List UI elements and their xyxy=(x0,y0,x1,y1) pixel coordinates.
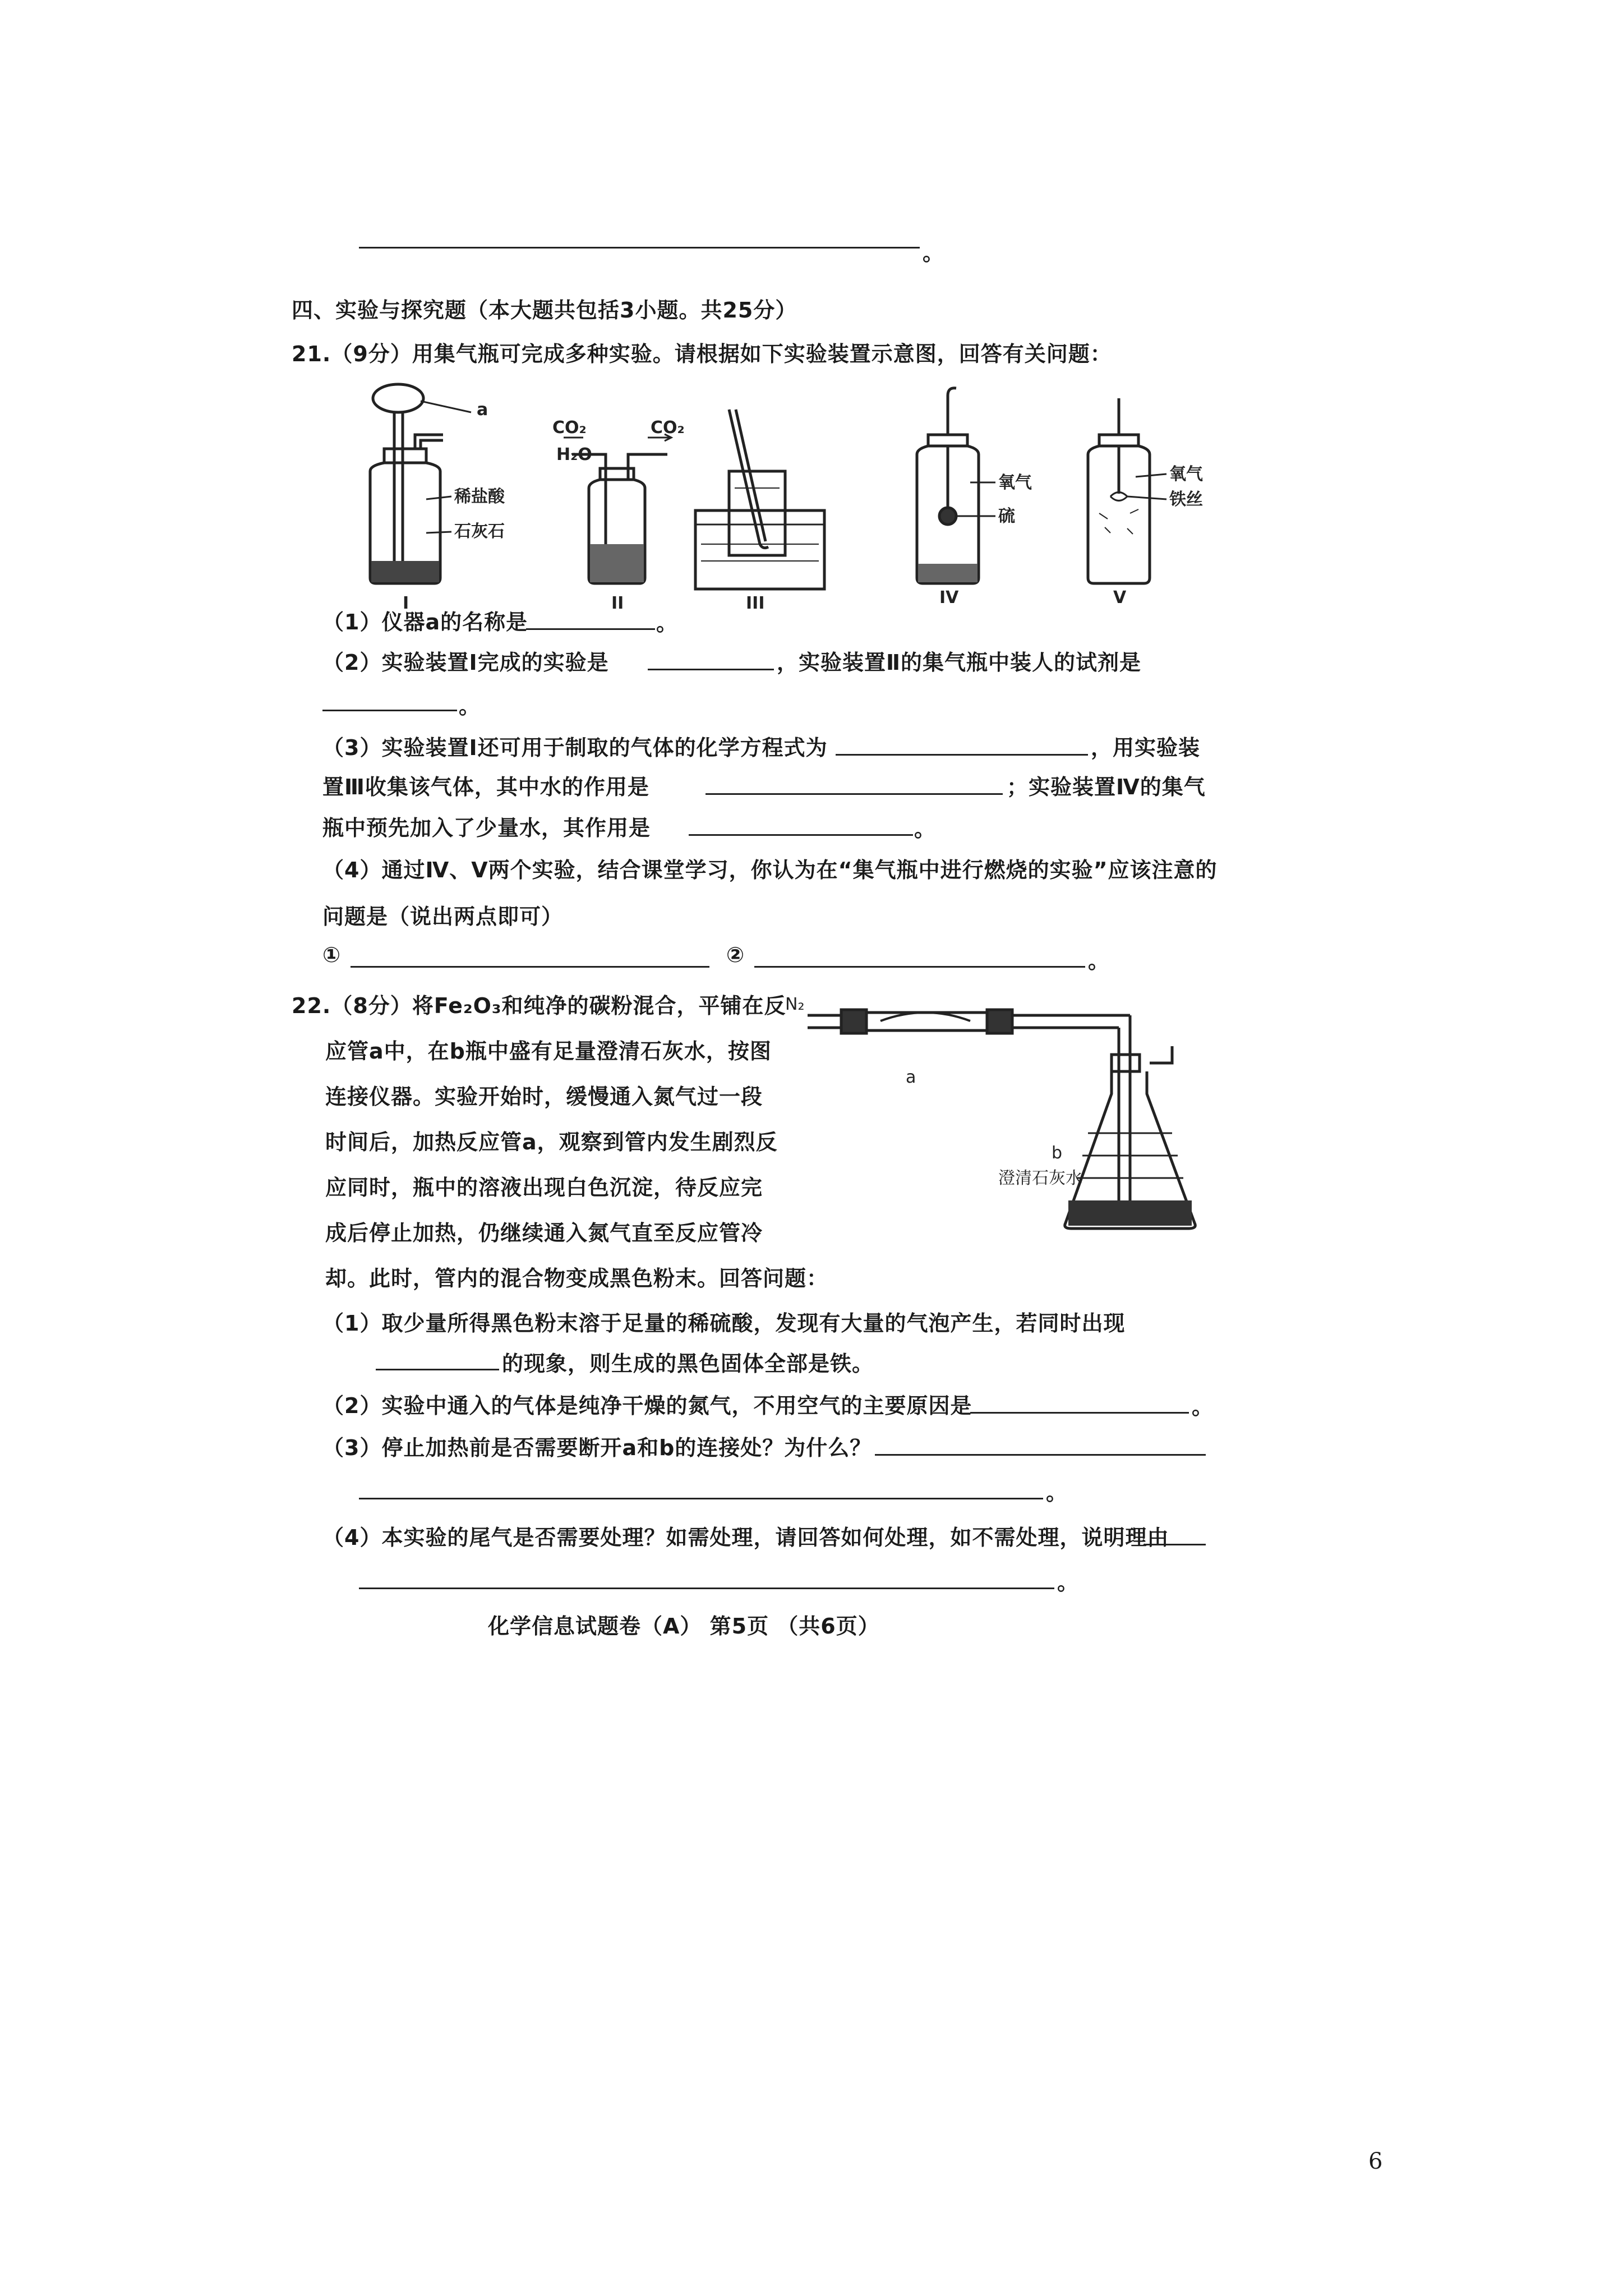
question-22-stem-3: 连接仪器。实验开始时，缓慢通入氮气过一段 xyxy=(325,1084,763,1109)
apparatus-5 xyxy=(1088,398,1166,583)
reaction-apparatus-figure xyxy=(785,987,1223,1245)
q21-blank-4b[interactable] xyxy=(754,966,1085,968)
label-n2: N₂ xyxy=(785,995,805,1014)
question-22-stem-1: 22.（8分）将Fe₂O₃和纯净的碳粉混合，平铺在反 xyxy=(292,993,786,1018)
q22-blank-3b[interactable] xyxy=(359,1498,1043,1499)
q21-blank-3a[interactable] xyxy=(836,754,1088,756)
question-22-stem-2: 应管a中，在b瓶中盛有足量澄清石灰水，按图 xyxy=(325,1039,772,1064)
answer-blank xyxy=(359,247,920,249)
punctuation: 。 xyxy=(1046,1480,1068,1505)
q22-part1-cont: 的现象，则生成的黑色固体全部是铁。 xyxy=(502,1351,874,1376)
q22-blank-2[interactable] xyxy=(970,1412,1189,1414)
label-a: a xyxy=(477,400,488,420)
q21-part3-line3: 瓶中预先加入了少量水，其作用是 xyxy=(322,816,651,840)
q21-part3-line2-cont: ；实验装置Ⅳ的集气 xyxy=(1007,775,1206,799)
question-22-stem-7: 却。此时，管内的混合物变成黑色粉末。回答问题： xyxy=(325,1266,829,1291)
label-oxygen-iv: 氧气 xyxy=(998,473,1032,493)
q21-blank-2b[interactable] xyxy=(322,710,457,711)
q22-blank-4a[interactable] xyxy=(1144,1544,1206,1545)
label-bottle-b: b xyxy=(1052,1143,1063,1163)
label-I: I xyxy=(403,593,409,613)
page-footer: 化学信息试题卷（A） 第5页 （共6页） xyxy=(488,1614,880,1639)
q22-part1: （1）取少量所得黑色粉末溶于足量的稀硫酸，发现有大量的气泡产生，若同时出现 xyxy=(322,1311,1126,1336)
q21-part4-num1: ① xyxy=(322,942,342,967)
q21-blank-1[interactable] xyxy=(526,628,655,630)
punctuation: 。 xyxy=(1088,949,1110,973)
label-III: III xyxy=(746,593,765,613)
page-number: 6 xyxy=(1368,2148,1383,2174)
q22-blank-3a[interactable] xyxy=(875,1454,1206,1456)
label-V: V xyxy=(1113,588,1127,608)
q22-blank-4b[interactable] xyxy=(359,1588,1054,1589)
q21-blank-4a[interactable] xyxy=(351,966,709,968)
q22-part3: （3）停止加热前是否需要断开a和b的连接处？为什么？ xyxy=(322,1435,872,1460)
punctuation: 。 xyxy=(1192,1395,1214,1419)
q22-part4: （4）本实验的尾气是否需要处理？如需处理，请回答如何处理，如不需处理，说明理由 xyxy=(322,1525,1169,1550)
q21-part1: （1）仪器a的名称是 xyxy=(322,610,528,634)
q21-blank-2a[interactable] xyxy=(648,669,774,670)
question-21-stem: 21.（9分）用集气瓶可完成多种实验。请根据如下实验装置示意图，回答有关问题： xyxy=(292,342,1112,366)
label-co2-out: CO₂ xyxy=(651,418,685,438)
q21-part3: （3）实验装置Ⅰ还可用于制取的气体的化学方程式为 xyxy=(322,735,828,760)
label-sulfur: 硫 xyxy=(998,507,1015,526)
label-II: II xyxy=(611,593,624,613)
label-oxygen-v: 氧气 xyxy=(1169,464,1203,484)
label-limestone: 石灰石 xyxy=(454,522,505,541)
question-22-stem-4: 时间后，加热反应管a，观察到管内发生剧烈反 xyxy=(325,1130,778,1154)
apparatus-1 xyxy=(370,384,471,583)
label-limewater: 澄清石灰水 xyxy=(998,1168,1082,1188)
label-co2-in: CO₂ xyxy=(552,418,587,438)
label-IV: IV xyxy=(939,588,959,608)
label-tube-a: a xyxy=(906,1068,916,1087)
q21-part3-cont: ，用实验装 xyxy=(1091,735,1201,760)
q22-part2: （2）实验中通入的气体是纯净干燥的氮气，不用空气的主要原因是 xyxy=(322,1393,972,1418)
apparatus-4 xyxy=(917,388,995,583)
label-acid: 稀盐酸 xyxy=(454,487,505,507)
punctuation: 。 xyxy=(914,817,937,841)
apparatus-3 xyxy=(695,409,824,589)
q21-blank-3c[interactable] xyxy=(689,834,913,836)
q21-part2-cont: ，实验装置Ⅱ的集气瓶中装人的试剂是 xyxy=(777,650,1142,675)
q21-part3-line2: 置Ⅲ收集该气体，其中水的作用是 xyxy=(322,775,649,799)
question-22-stem-6: 成后停止加热，仍继续通入氮气直至反应管冷 xyxy=(325,1221,763,1245)
q21-part4-line2: 问题是（说出两点即可） xyxy=(322,904,564,929)
q22-blank-1[interactable] xyxy=(376,1369,499,1370)
label-h2o: H₂O xyxy=(556,445,592,464)
label-iron-wire: 铁丝 xyxy=(1169,490,1203,509)
q21-blank-3b[interactable] xyxy=(706,793,1003,795)
apparatus-figure xyxy=(336,381,1211,617)
section-title: 四、实验与探究题（本大题共包括3小题。共25分） xyxy=(292,298,797,323)
question-22-stem-5: 应同时，瓶中的溶液出现白色沉淀，待反应完 xyxy=(325,1175,763,1200)
punctuation: 。 xyxy=(459,694,481,719)
q21-part4: （4）通过Ⅳ、Ⅴ两个实验，结合课堂学习，你认为在“集气瓶中进行燃烧的实验”应该注意的 xyxy=(322,858,1218,882)
punctuation: 。 xyxy=(923,241,945,265)
punctuation: 。 xyxy=(1057,1570,1080,1595)
punctuation: 。 xyxy=(656,611,679,636)
q21-part4-num2: ② xyxy=(726,942,745,967)
q21-part2: （2）实验装置Ⅰ完成的实验是 xyxy=(322,650,609,675)
